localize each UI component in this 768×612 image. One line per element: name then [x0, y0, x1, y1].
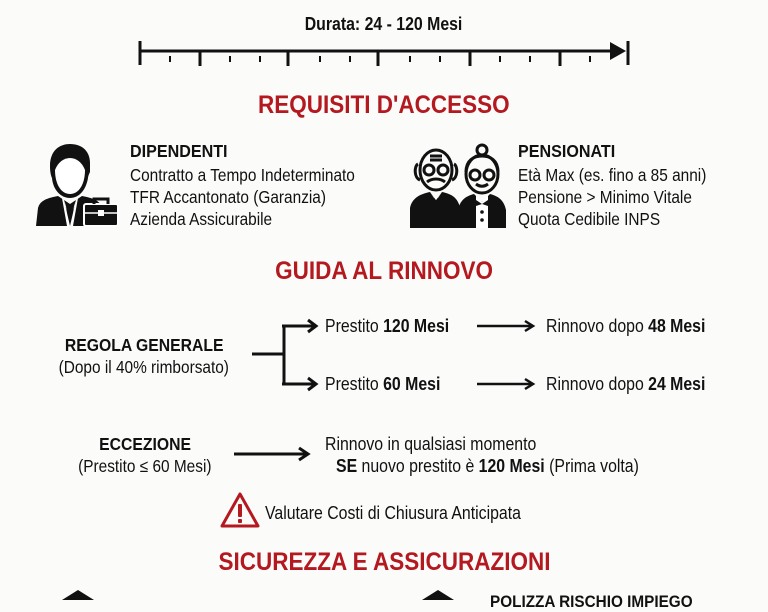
shield-icon [420, 590, 456, 600]
businessman-briefcase-icon [34, 142, 120, 228]
employees-item: Contratto a Tempo Indeterminato [130, 165, 355, 185]
arrow-right-icon [475, 318, 537, 334]
arrow-right-icon [475, 376, 537, 392]
elderly-couple-icon [408, 142, 510, 228]
section-title-access: REQUISITI D'ACCESSO [258, 91, 510, 119]
exception-line2: SE nuovo prestito è 120 Mesi (Prima volta) [336, 456, 639, 476]
timeline-label: Durata: 24 - 120 Mesi [305, 14, 463, 34]
pensioners-item: Quota Cedibile INPS [518, 209, 661, 229]
exception-subtitle: (Prestito ≤ 60 Mesi) [78, 456, 212, 476]
warning-triangle-icon [219, 491, 261, 529]
security-item-title: POLIZZA RISCHIO IMPIEGO [490, 592, 693, 611]
section-title-security: SICUREZZA E ASSICURAZIONI [217, 548, 551, 576]
exception-line1: Rinnovo in qualsiasi momento [325, 434, 537, 454]
timeline-axis-icon [130, 38, 640, 70]
pensioners-item: Età Max (es. fino a 85 anni) [518, 165, 707, 185]
employees-title: DIPENDENTI [130, 141, 228, 161]
branch-renew-24: Rinnovo dopo 24 Mesi [546, 374, 706, 394]
employees-item: Azienda Assicurabile [130, 209, 273, 229]
general-rule-title: REGOLA GENERALE [64, 335, 224, 355]
pensioners-item: Pensione > Minimo Vitale [518, 187, 692, 207]
section-title-renewal: GUIDA AL RINNOVO [275, 257, 493, 285]
shield-icon [60, 590, 96, 600]
branch-loan-60: Prestito 60 Mesi [325, 374, 441, 394]
arrow-right-icon [232, 446, 314, 462]
general-rule-subtitle: (Dopo il 40% rimborsato) [58, 357, 230, 377]
branch-renew-48: Rinnovo dopo 48 Mesi [546, 316, 706, 336]
branch-arrow-icon [252, 316, 322, 396]
branch-loan-120: Prestito 120 Mesi [325, 316, 450, 336]
exception-title: ECCEZIONE [99, 434, 191, 454]
employees-item: TFR Accantonato (Garanzia) [130, 187, 327, 207]
pensioners-title: PENSIONATI [518, 141, 616, 161]
warning-text: Valutare Costi di Chiusura Anticipata [265, 503, 521, 523]
